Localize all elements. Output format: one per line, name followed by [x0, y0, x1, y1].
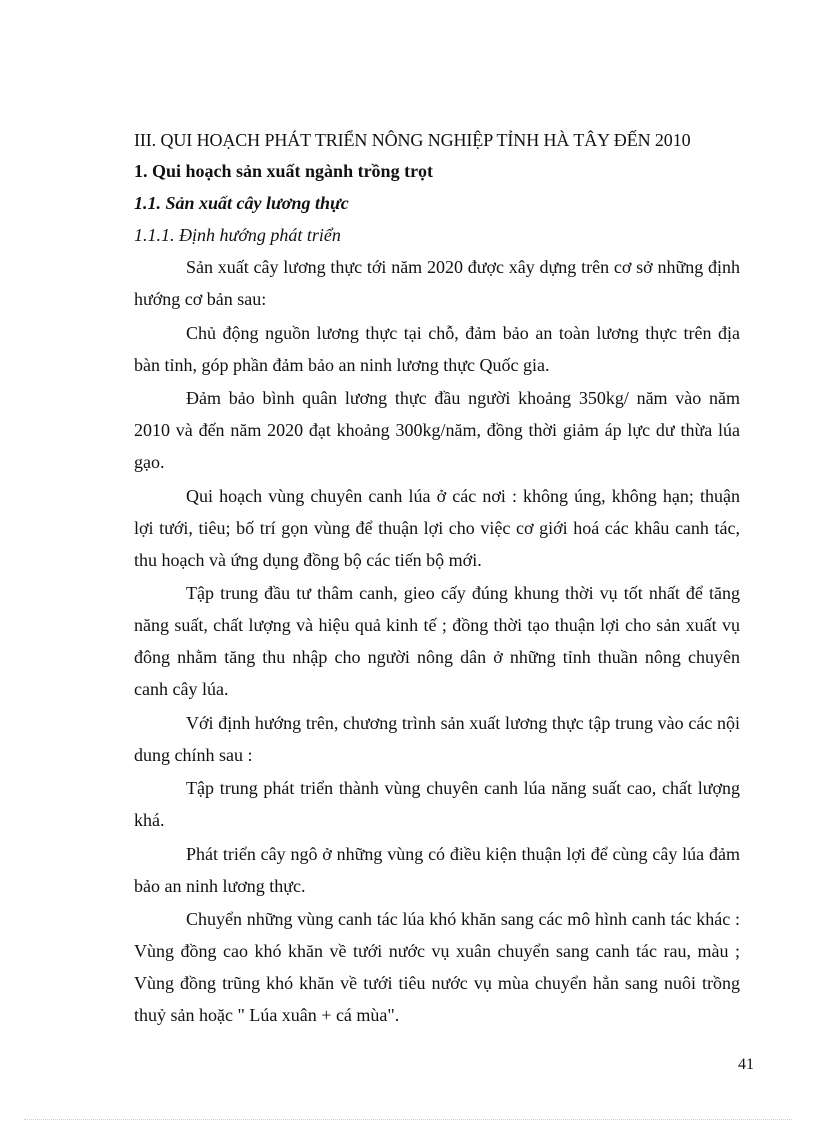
paragraph: Chủ động nguồn lương thực tại chỗ, đảm bảo an toàn lương thực trên địa bàn tỉnh, góp phần đảm bảo an ninh lương thực Quốc gia. — [134, 322, 740, 375]
paragraph: Qui hoạch vùng chuyên canh lúa ở các nơi : không úng, không hạn; thuận lợi tưới, tiêu; bố trí gọn vùng để thuận lợi cho việc cơ giới hoá các khâu canh tác, thu hoạch và ứng dụng đồng bộ các tiến bộ mới. — [134, 485, 740, 570]
paragraph: Với định hướng trên, chương trình sản xuất lương thực tập trung vào các nội dung chính sau : — [134, 712, 740, 765]
paragraph: Phát triển cây ngô ở những vùng có điều kiện thuận lợi để cùng cây lúa đảm bảo an ninh lương thực. — [134, 843, 740, 896]
subsubsection-title: 1.1. Sản xuất cây lương thực — [134, 193, 349, 213]
page-bottom-divider — [24, 1119, 792, 1120]
paragraph: Chuyển những vùng canh tác lúa khó khăn sang các mô hình canh tác khác : Vùng đồng cao khó khăn về tưới nước vụ xuân chuyển sang canh tác rau, màu ; Vùng đồng trũng khó khăn về tưới tiêu nước vụ mùa chuyển hẳn sang nuôi trồng thuỷ sản hoặc " Lúa xuân + cá mùa". — [134, 909, 740, 1025]
paragraph: Đảm bảo bình quân lương thực đầu người khoảng 350kg/ năm vào năm 2010 và đến năm 2020 đạt khoảng 300kg/năm, đồng thời giảm áp lực dư thừa lúa gạo. — [134, 388, 740, 472]
paragraph: Sản xuất cây lương thực tới năm 2020 được xây dựng trên cơ sở những định hướng cơ bản sau: — [134, 257, 740, 309]
paragraph: Tập trung phát triển thành vùng chuyên canh lúa năng suất cao, chất lượng khá. — [134, 778, 740, 830]
item-title: 1.1.1. Định hướng phát triển — [134, 225, 341, 245]
page-number: 41 — [738, 1056, 754, 1073]
page-content — [134, 125, 740, 1031]
section-title: III. QUI HOẠCH PHÁT TRIỂN NÔNG NGHIỆP TỈNH HÀ TÂY ĐẾN 2010 — [134, 130, 691, 150]
paragraph: Tập trung đầu tư thâm canh, gieo cấy đúng khung thời vụ tốt nhất để tăng năng suất, chất lượng và hiệu quả kinh tế ; đồng thời tạo thuận lợi cho sản xuất vụ đông nhằm tăng thu nhập cho người nông dân ở những tỉnh thuần nông chuyên canh cây lúa. — [134, 583, 740, 699]
subsection-title: 1. Qui hoạch sản xuất ngành trồng trọt — [134, 161, 434, 181]
